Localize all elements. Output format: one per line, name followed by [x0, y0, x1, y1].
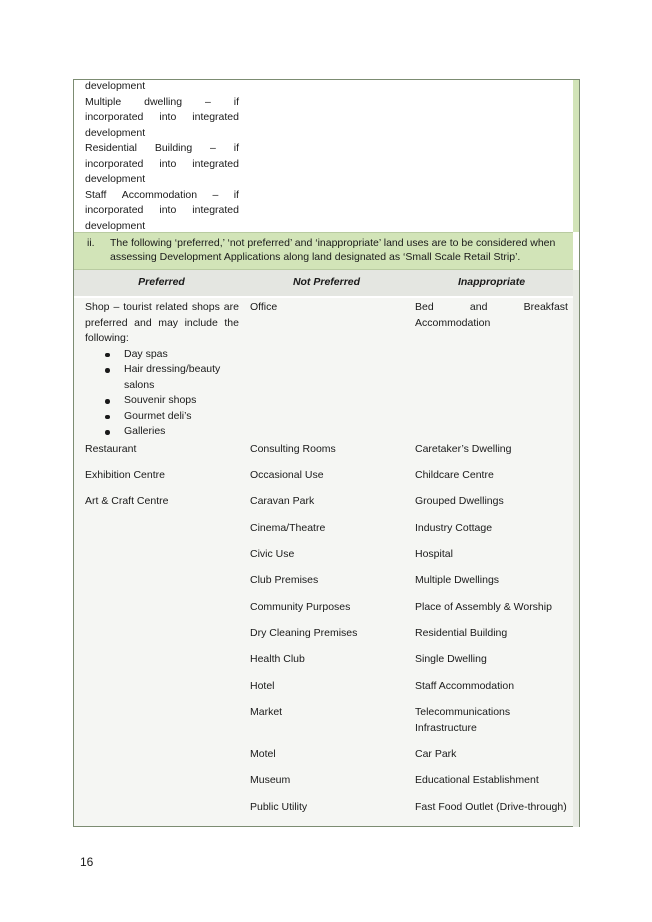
preferred-item: Restaurant: [85, 443, 137, 455]
inappropriate-item: Single Dwelling: [415, 653, 487, 665]
list-word: Staff: [85, 188, 107, 201]
not-preferred-office: Office: [250, 301, 278, 313]
header-not-preferred: Not Preferred: [292, 276, 361, 288]
continued-list-line: [85, 203, 239, 219]
inappropriate-item: Telecommunications Infrastructure: [415, 706, 511, 734]
list-word: integrated: [192, 157, 239, 170]
shop-word: are: [223, 301, 239, 313]
inappropriate-item: Hospital: [415, 548, 453, 560]
not-preferred-item: Motel: [250, 748, 276, 760]
not-preferred-item: Civic Use: [250, 548, 295, 560]
not-preferred-item: Cinema/Theatre: [250, 522, 326, 534]
shop-bullet-item: Souvenir shops: [85, 393, 239, 409]
land-use-notice: [74, 232, 573, 270]
continued-list-line: [85, 157, 239, 173]
header-preferred: Preferred: [138, 276, 185, 288]
bed-breakfast-word: Bed: [415, 301, 434, 313]
list-word: Building: [154, 142, 193, 154]
continued-list-line: [85, 110, 239, 126]
not-preferred-item: Dry Cleaning Premises: [250, 627, 358, 639]
inappropriate-item: Multiple Dwellings: [415, 574, 500, 586]
inappropriate-item: Fast Food Outlet (Drive-through): [415, 801, 567, 813]
continued-list-line: [85, 172, 239, 188]
shop-word: may: [158, 316, 179, 329]
list-word: into: [159, 111, 177, 123]
preferred-item: Art & Craft Centre: [85, 495, 169, 507]
notice-text: The following ‘preferred,’ ‘not preferred’ and ‘inappropriate’ land uses are to be considered when assessing Development Applications along land designated as ‘Small Scale Retail Strip’.: [110, 237, 556, 263]
list-word: development: [85, 80, 146, 92]
not-preferred-item: Community Purposes: [250, 601, 351, 613]
not-preferred-item: Hotel: [250, 680, 275, 692]
shop-word: tourist: [123, 301, 152, 313]
shop-word: preferred: [85, 316, 128, 329]
shop-line-1: [85, 300, 239, 316]
list-word: if: [233, 188, 239, 201]
preferred-item: Exhibition Centre: [85, 469, 165, 481]
list-word: if: [233, 142, 239, 154]
shop-word: and: [134, 316, 152, 329]
not-preferred-item: Health Club: [250, 653, 305, 665]
list-word: Accommodation: [121, 188, 198, 201]
bed-breakfast-line-2: Accommodation: [415, 316, 491, 329]
shop-line-2: [85, 316, 239, 332]
shop-word: the: [224, 316, 239, 329]
list-word: Multiple: [85, 95, 122, 108]
list-word: incorporated: [85, 157, 144, 170]
bed-breakfast-word: Breakfast: [523, 301, 568, 313]
list-word: Residential: [85, 142, 137, 154]
table-header-row: [74, 270, 573, 296]
not-preferred-item: Public Utility: [250, 801, 308, 813]
continued-list-line: [85, 95, 239, 111]
continued-list-line: [85, 141, 239, 157]
list-word: –: [204, 95, 211, 108]
list-word: –: [210, 142, 216, 154]
not-preferred-item: Museum: [250, 774, 291, 786]
list-word: development: [85, 173, 146, 185]
table-side-shade-bottom: [573, 270, 579, 827]
page-number: 16: [80, 855, 94, 869]
inappropriate-item: Childcare Centre: [415, 469, 494, 481]
inappropriate-item: Industry Cottage: [415, 522, 493, 534]
notice-number: ii.: [87, 237, 95, 249]
shop-bullet-item: Day spas: [85, 347, 239, 363]
shop-bullet-item: Hair dressing/beauty salons: [85, 362, 239, 393]
shop-word: –: [113, 301, 120, 313]
list-word: incorporated: [85, 204, 144, 216]
not-preferred-item: Market: [250, 706, 283, 718]
shop-word: Shop: [85, 301, 110, 313]
inappropriate-item: Residential Building: [415, 627, 508, 639]
not-preferred-item: Club Premises: [250, 574, 319, 586]
shop-word: include: [184, 316, 218, 329]
bed-breakfast-word: and: [469, 301, 488, 313]
list-word: development: [85, 219, 146, 232]
list-word: if: [233, 95, 239, 108]
continued-list-line: [85, 79, 239, 95]
not-preferred-item: Consulting Rooms: [250, 443, 336, 455]
shop-bullet-item: Galleries: [85, 424, 239, 440]
preferred-shop-cell: [85, 300, 239, 440]
list-word: –: [212, 188, 219, 201]
header-inappropriate: Inappropriate: [457, 276, 526, 288]
shop-line-3: following:: [85, 332, 129, 344]
list-word: development: [85, 126, 146, 139]
shop-word: shops: [191, 301, 220, 313]
inappropriate-item: Educational Establishment: [415, 774, 539, 786]
not-preferred-item: Occasional Use: [250, 469, 324, 481]
list-word: into: [159, 204, 177, 216]
list-word: dwelling: [144, 95, 183, 108]
shop-bullet-item: Gourmet deli’s: [85, 409, 239, 425]
inappropriate-item: Caretaker’s Dwelling: [415, 443, 512, 455]
inappropriate-bed-breakfast: [415, 300, 568, 331]
shop-bullet-list: [85, 347, 239, 440]
not-preferred-item: Caravan Park: [250, 495, 315, 507]
inappropriate-item: Staff Accommodation: [415, 680, 515, 692]
shop-word: related: [155, 301, 188, 313]
continued-land-use-list: [85, 79, 239, 234]
bed-breakfast-line-1: [415, 300, 568, 316]
continued-list-line: [85, 126, 239, 142]
continued-list-line: [85, 188, 239, 204]
inappropriate-item: Place of Assembly & Worship: [415, 601, 552, 613]
table-side-shade-top: [573, 80, 579, 232]
list-word: integrated: [192, 111, 239, 123]
inappropriate-item: Car Park: [415, 748, 457, 760]
list-word: into: [159, 157, 177, 170]
list-word: integrated: [192, 204, 239, 216]
inappropriate-item: Grouped Dwellings: [415, 495, 504, 507]
list-word: incorporated: [85, 111, 144, 123]
